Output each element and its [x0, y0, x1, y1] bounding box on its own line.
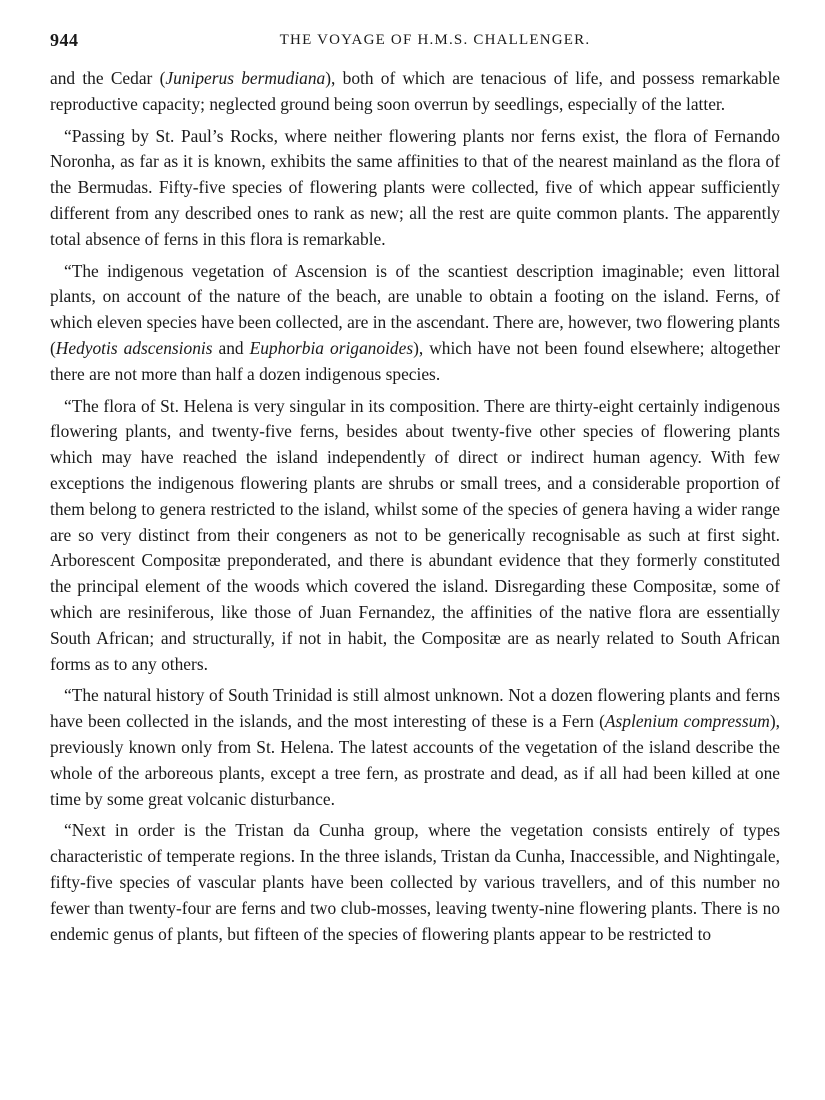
text-run: ), both of which are tenacious of life, and possess remarkable reproductive capacity; neglected ground being soon overrun by seedlings, especially of the latter.	[50, 68, 781, 114]
italic-term: Euphorbia origanoides	[249, 337, 414, 358]
italic-term: Asplenium compressum	[604, 711, 770, 732]
text-run: and the Cedar (	[50, 68, 166, 88]
paragraph	[50, 124, 780, 253]
paragraph	[50, 394, 780, 678]
page-number: 944	[50, 30, 79, 50]
italic-term: Juniperus bermudiana	[165, 68, 326, 88]
italic-term: Hedyotis adscensionis	[55, 337, 213, 358]
running-title: THE VOYAGE OF H.M.S. CHALLENGER.	[279, 32, 591, 48]
paragraph	[50, 259, 780, 388]
page	[50, 30, 780, 953]
paragraph	[50, 683, 780, 812]
text-run: “The natural history of South Trinidad is still almost unknown. Not a dozen flowering plants and ferns have been collected in the islands, and the most interesting of these is a Fern (	[50, 685, 780, 732]
text-run: and	[212, 337, 250, 358]
body-text	[50, 66, 780, 947]
paragraph	[50, 818, 780, 947]
text-run: ), previously known only from St. Helena. The latest accounts of the vegetation of the island describe the whole of the arboreous plants, except a tree fern, as prostrate and dead, as if all had been killed at one time by some great volcanic disturbance.	[50, 711, 780, 809]
text-run: “The flora of St. Helena is very singular in its composition. There are thirty-eight certainly indigenous flowering plants, and twenty-five ferns, besides about twenty-five other species of flowering plants which may have reached the island independently of direct or indirect human agency. With few exceptions the indigenous flowering plants are shrubs or small trees, and a considerable proportion of them belong to genera restricted to the island, whilst some of the species of genera having a wider range are so very distinct from their congeners as not to be generically recognisable as such at first sight. Arborescent Compositæ preponderated, and there is abundant evidence that they formerly constituted the principal element of the woods which covered the island. Disregarding these Compositæ, some of which are resiniferous, like those of Juan Fernandez, the affinities of the native flora are essentially South African; and structurally, if not in habit, the Compositæ are as nearly related to South African forms as to any others.	[50, 395, 780, 674]
text-run: “Next in order is the Tristan da Cunha group, where the vegetation consists entirely of types characteristic of temperate regions. In the three islands, Tristan da Cunha, Inaccessible, and Nightingale, fifty-five species of vascular plants have been collected by various travellers, and of this number no fewer than twenty-four are ferns and two club-mosses, leaving twenty-nine flowering plants. There is no endemic genus of plants, but fifteen of the species of flowering plants appear to be restricted to	[50, 820, 780, 944]
text-run: ), which have not been found elsewhere; altogether there are not more than half a dozen indigenous species.	[50, 337, 781, 384]
text-run: “The indigenous vegetation of Ascension is of the scantiest description imaginable; even littoral plants, on account of the nature of the beach, are unable to obtain a footing on the island. Ferns, of which eleven species have been collected, are in the ascendant. There are, however, two flowering plants (	[50, 260, 780, 358]
paragraph	[50, 66, 780, 118]
text-run: “Passing by St. Paul’s Rocks, where neither flowering plants nor ferns exist, the flora of Fernando Noronha, as far as it is known, exhibits the same affinities to that of the nearest mainland as the flora of the Bermudas. Fifty-five species of flowering plants were collected, five of which appear sufficiently different from any described ones to rank as new; all the rest are quite common plants. The apparently total absence of ferns in this flora is remarkable.	[50, 125, 780, 249]
running-head	[50, 30, 780, 60]
